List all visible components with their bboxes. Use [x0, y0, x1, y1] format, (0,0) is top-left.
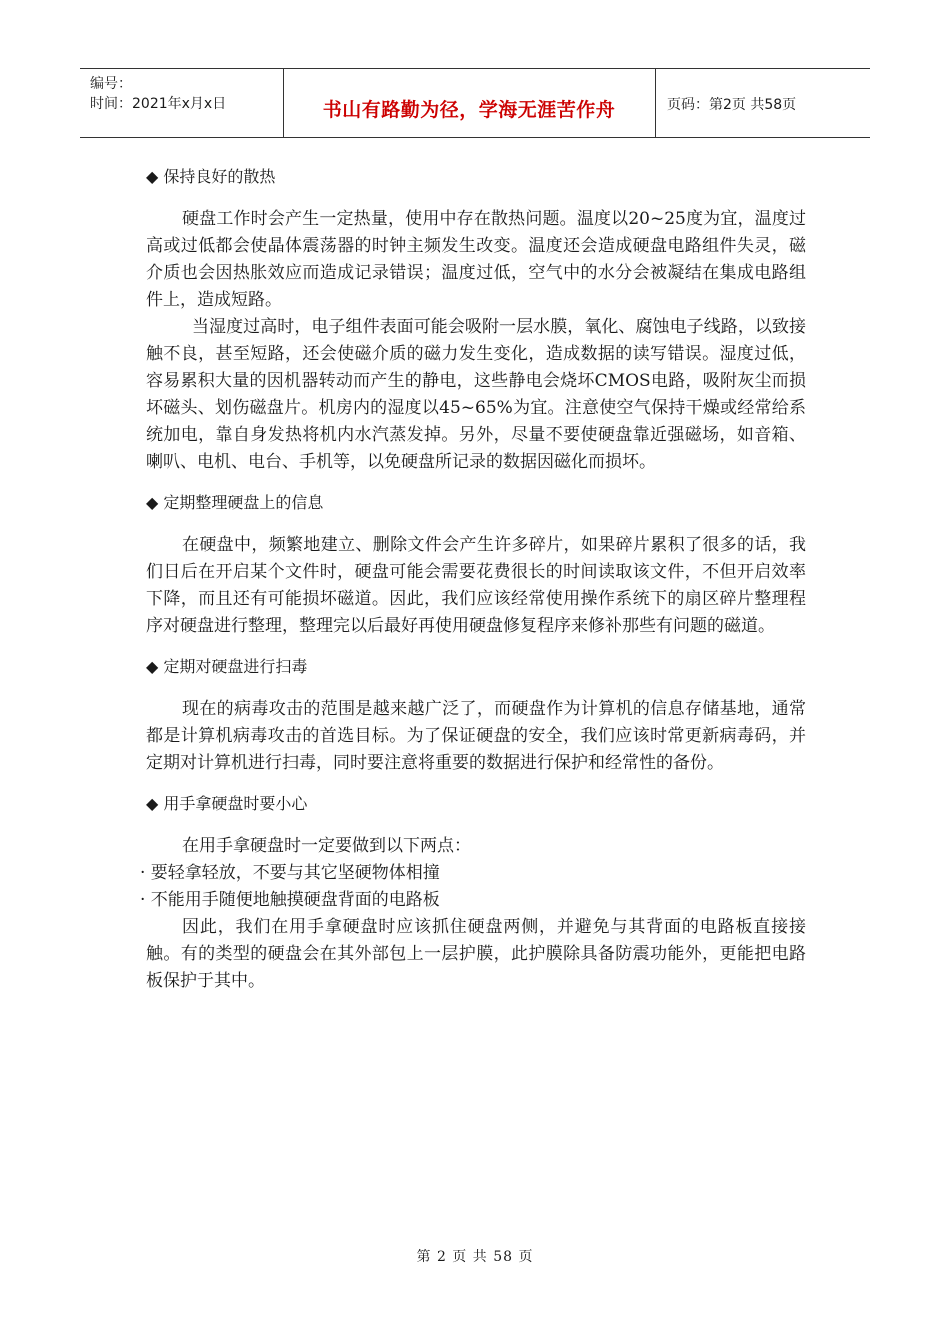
page-info: 页码：第2页 共58页: [667, 97, 797, 113]
section-title: ◆ 定期整理硬盘上的信息: [146, 493, 324, 512]
document-body: [140, 150, 806, 995]
paragraph: 在硬盘中，频繁地建立、删除文件会产生许多碎片，如果碎片累积了很多的话，我们日后在开启某个文件时，硬盘可能会需要花费很长的时间读取该文件，不但开启效率下降，而且还有可能损坏磁道。因此，我们应该经常使用操作系统下的扇区碎片整理程序对硬盘进行整理，整理完以后最好再使用硬盘修复程序来修补那些有问题的磁道。: [146, 535, 806, 636]
number-label: 编号：: [90, 76, 132, 92]
list-item: · 要轻拿轻放，不要与其它坚硬物体相撞: [140, 863, 440, 883]
header-meta: [80, 69, 284, 137]
list-item: · 不能用手随便地触摸硬盘背面的电路板: [140, 890, 440, 910]
time-label: 时间：2021年x月x日: [90, 96, 227, 112]
paragraph: 当湿度过高时，电子组件表面可能会吸附一层水膜，氧化、腐蚀电子线路，以致接触不良，甚至短路，还会使磁介质的磁力发生变化，造成数据的读写错误。湿度过低，容易累积大量的因机器转动而产生的静电，这些静电会烧坏CMOS电路，吸附灰尘而损坏磁头、划伤磁盘片。机房内的湿度以45~65%为宜。注意使空气保持干燥或经常给系统加电，靠自身发热将机内水汽蒸发掉。另外，尽量不要使硬盘靠近强磁场，如音箱、喇叭、电机、电台、手机等，以免硬盘所记录的数据因磁化而损坏。: [146, 317, 806, 472]
section-title: ◆ 保持良好的散热: [146, 167, 276, 186]
paragraph: 在用手拿硬盘时一定要做到以下两点：: [182, 836, 471, 856]
motto: 书山有路勤为径，学海无涯苦作舟: [322, 99, 616, 121]
section-title: ◆ 用手拿硬盘时要小心: [146, 794, 308, 813]
paragraph: 现在的病毒攻击的范围是越来越广泛了，而硬盘作为计算机的信息存储基地，通常都是计算机病毒攻击的首选目标。为了保证硬盘的安全，我们应该时常更新病毒码，并定期对计算机进行扫毒，同时要注意将重要的数据进行保护和经常性的备份。: [146, 699, 806, 773]
header-table: [80, 68, 870, 138]
paragraph: 因此，我们在用手拿硬盘时应该抓住硬盘两侧，并避免与其背面的电路板直接接触。有的类型的硬盘会在其外部包上一层护膜，此护膜除具备防震功能外，更能把电路板保护于其中。: [146, 917, 806, 991]
section-title: ◆ 定期对硬盘进行扫毒: [146, 657, 308, 676]
page-footer: 第 2 页 共 58 页: [416, 1249, 534, 1265]
header-motto-cell: [283, 69, 656, 137]
header-page-cell: [655, 69, 870, 137]
paragraph: 硬盘工作时会产生一定热量，使用中存在散热问题。温度以20~25度为宜，温度过高或过低都会使晶体震荡器的时钟主频发生改变。温度还会造成硬盘电路组件失灵，磁介质也会因热胀效应而造成记录错误；温度过低，空气中的水分会被凝结在集成电路组件上，造成短路。: [146, 209, 806, 310]
